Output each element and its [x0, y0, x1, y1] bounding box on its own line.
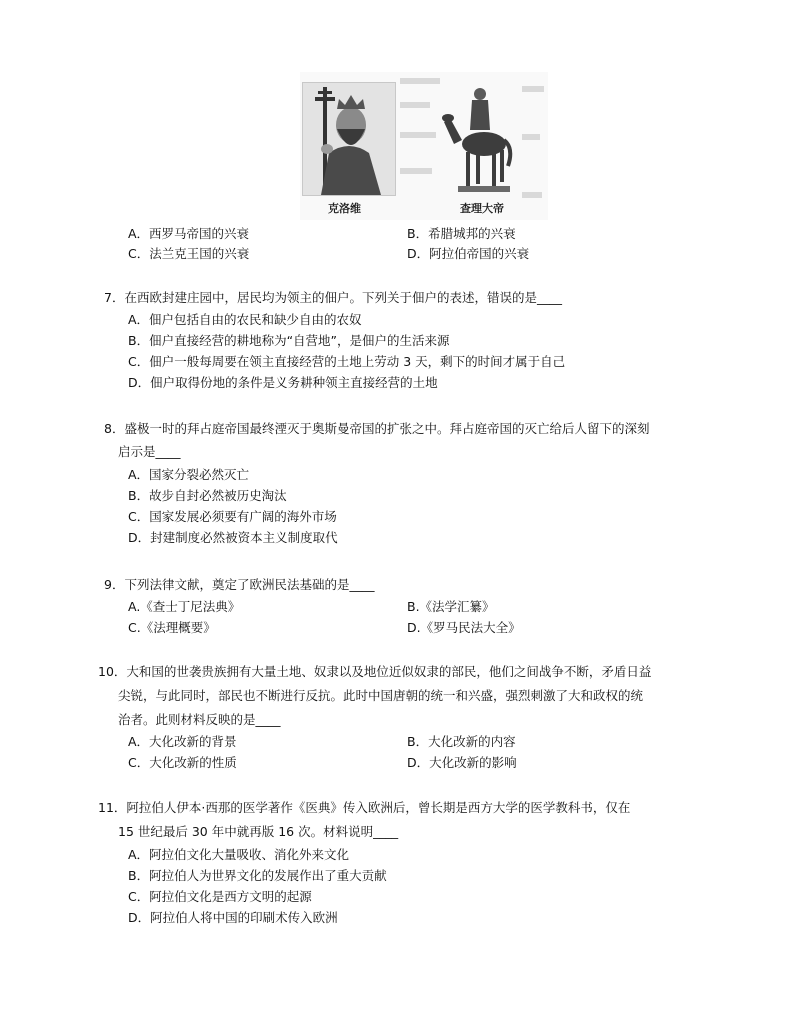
q11-stem-line2: 15 世纪最后 30 年中就再版 16 次。材料说明____ [118, 824, 399, 839]
q8-option-a: A．国家分裂必然灭亡 [128, 467, 250, 482]
q11-option-b: B．阿拉伯人为世界文化的发展作出了重大贡献 [128, 868, 387, 883]
q8-option-b: B．故步自封必然被历史淘汰 [128, 488, 287, 503]
q8-option-d: D．封建制度必然被资本主义制度取代 [128, 530, 338, 545]
q9-stem: 9．下列法律文献，奠定了欧洲民法基础的是____ [104, 577, 375, 592]
q10-stem-line3: 治者。此则材料反映的是____ [118, 712, 281, 727]
q10-option-c: C．大化改新的性质 [128, 755, 237, 770]
q6-option-c: C．法兰克王国的兴衰 [128, 246, 250, 261]
q10-stem-line2: 尖锐，与此同时，部民也不断进行反抗。此时中国唐朝的统一和兴盛，强烈刺激了大和政权的统 [118, 688, 644, 703]
q6-option-b: B．希腊城邦的兴衰 [407, 226, 516, 241]
caption-charlemagne: 查理大帝 [460, 202, 504, 215]
q7-option-a: A．佃户包括自由的农民和缺少自由的农奴 [128, 312, 362, 327]
clovis-portrait [302, 82, 396, 196]
q7-option-c: C．佃户一般每周要在领主直接经营的土地上劳动 3 天，剩下的时间才属于自己 [128, 354, 566, 369]
figure-clovis-charlemagne [300, 72, 548, 220]
q9-option-a: A.《查士丁尼法典》 [128, 599, 241, 614]
q9-option-b: B.《法学汇纂》 [407, 599, 495, 614]
q9-option-c: C.《法理概要》 [128, 620, 216, 635]
q8-stem-line1: 8．盛极一时的拜占庭帝国最终湮灭于奥斯曼帝国的扩张之中。拜占庭帝国的灭亡给后人留下的深刻 [104, 421, 650, 436]
q7-stem: 7．在西欧封建庄园中，居民均为领主的佃户。下列关于佃户的表述，错误的是____ [104, 290, 562, 305]
q8-option-c: C．国家发展必须要有广阔的海外市场 [128, 509, 337, 524]
charlemagne-statue [440, 82, 518, 200]
q11-stem-line1: 11．阿拉伯人伊本·西那的医学著作《医典》传入欧洲后，曾长期是西方大学的医学教科书，仅在 [98, 800, 631, 815]
q10-stem-line1: 10．大和国的世袭贵族拥有大量土地、奴隶以及地位近似奴隶的部民，他们之间战争不断，矛盾日益 [98, 664, 652, 679]
q8-stem-line2: 启示是____ [118, 444, 181, 459]
caption-clovis: 克洛维 [328, 202, 361, 215]
q9-option-d: D.《罗马民法大全》 [407, 620, 521, 635]
q11-option-a: A．阿拉伯文化大量吸收、消化外来文化 [128, 847, 350, 862]
q10-option-b: B．大化改新的内容 [407, 734, 516, 749]
q11-option-c: C．阿拉伯文化是西方文明的起源 [128, 889, 312, 904]
q7-option-d: D．佃户取得份地的条件是义务耕种领主直接经营的土地 [128, 375, 438, 390]
q10-option-a: A．大化改新的背景 [128, 734, 237, 749]
q6-option-d: D．阿拉伯帝国的兴衰 [407, 246, 530, 261]
q7-option-b: B．佃户直接经营的耕地称为“自营地”，是佃户的生活来源 [128, 333, 450, 348]
q10-option-d: D．大化改新的影响 [407, 755, 517, 770]
q11-option-d: D．阿拉伯人将中国的印刷术传入欧洲 [128, 910, 338, 925]
q6-option-a: A．西罗马帝国的兴衰 [128, 226, 250, 241]
